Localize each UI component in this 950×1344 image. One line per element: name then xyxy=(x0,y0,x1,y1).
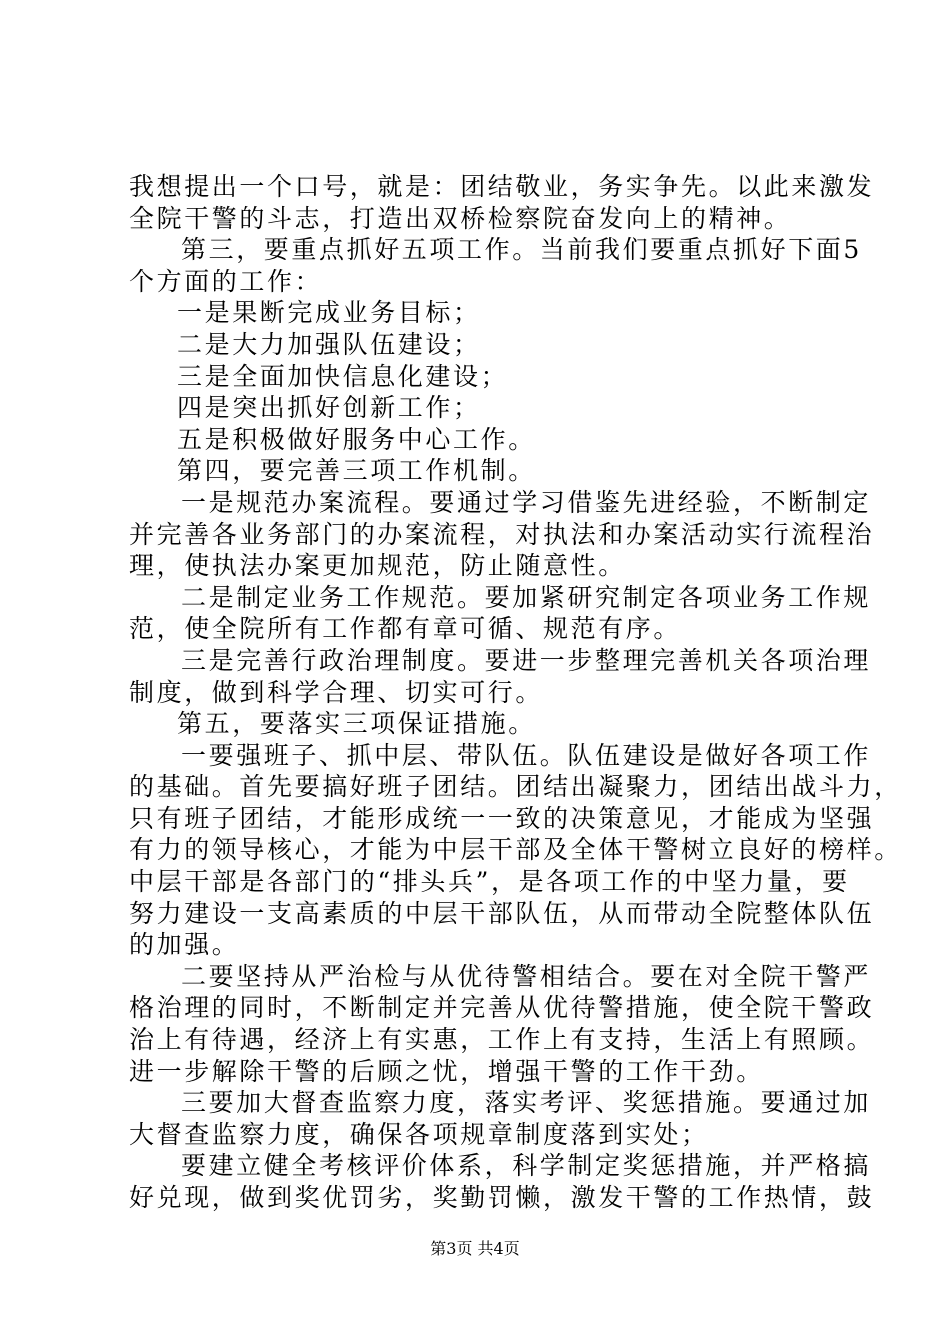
paragraph-line: 第三，要重点抓好五项工作。当前我们要重点抓好下面5 xyxy=(181,235,862,265)
text-line: 我想提出一个口号，就是：团结敬业，务实争先。以此来激发 xyxy=(129,172,875,201)
text-line: 努力建设一支高素质的中层干部队伍，从而带动全院整体队伍 xyxy=(129,898,875,928)
text-line: 只有班子团结，才能形成统一一致的决策意见，才能成为坚强 xyxy=(129,803,875,833)
paragraph-line: 三要加大督查监察力度，落实考评、奖惩措施。要通过加 xyxy=(181,1088,872,1118)
text-line: 中层干部是各部门的“排头兵”，是各项工作的中坚力量，要 xyxy=(129,867,850,897)
list-item: 一是果断完成业务目标； xyxy=(177,298,481,328)
text-line: 进一步解除干警的后顾之忧，增强干警的工作干劲。 xyxy=(129,1056,764,1086)
text-line: 个方面的工作： xyxy=(129,266,323,296)
paragraph-line: 三是完善行政治理制度。要进一步整理完善机关各项治理 xyxy=(181,645,872,675)
text-line: 理，使执法办案更加规范，防止随意性。 xyxy=(129,551,626,581)
document-body xyxy=(129,171,902,1214)
text-line: 格治理的同时，不断制定并完善从优待警措施，使全院干警政 xyxy=(129,993,875,1023)
list-item: 三是全面加快信息化建设； xyxy=(177,361,509,391)
section-heading: 第四，要完善三项工作机制。 xyxy=(177,456,536,486)
paragraph-line: 一要强班子、抓中层、带队伍。队伍建设是做好各项工作 xyxy=(181,740,872,770)
paragraph-line: 一是规范办案流程。要通过学习借鉴先进经验，不断制定 xyxy=(181,487,872,517)
section-heading: 第五，要落实三项保证措施。 xyxy=(177,709,536,739)
text-line: 制度，做到科学合理、切实可行。 xyxy=(129,677,544,707)
page-number-footer: 第3页 共4页 xyxy=(430,1239,520,1258)
list-item: 五是积极做好服务中心工作。 xyxy=(177,424,536,454)
paragraph-line: 二要坚持从严治检与从优待警相结合。要在对全院干警严 xyxy=(181,961,872,991)
text-line: 的加强。 xyxy=(129,930,240,960)
list-item: 二是大力加强队伍建设； xyxy=(177,329,481,359)
paragraph-line: 要建立健全考核评价体系，科学制定奖惩措施，并严格搞 xyxy=(181,1151,872,1181)
text-line: 有力的领导核心，才能为中层干部及全体干警树立良好的榜样。 xyxy=(129,835,902,865)
text-line: 治上有待遇，经济上有实惠，工作上有支持，生活上有照顾。 xyxy=(129,1025,875,1055)
text-line: 全院干警的斗志，打造出双桥检察院奋发向上的精神。 xyxy=(129,203,792,233)
list-item: 四是突出抓好创新工作； xyxy=(177,393,481,423)
text-line: 范，使全院所有工作都有章可循、规范有序。 xyxy=(129,614,682,644)
text-line: 好兑现，做到奖优罚劣，奖勤罚懒，激发干警的工作热情，鼓 xyxy=(129,1183,875,1212)
text-line: 大督查监察力度，确保各项规章制度落到实处； xyxy=(129,1119,709,1149)
text-line: 并完善各业务部门的办案流程，对执法和办案活动实行流程治 xyxy=(129,519,875,549)
paragraph-line: 二是制定业务工作规范。要加紧研究制定各项业务工作规 xyxy=(181,582,872,612)
text-line: 的基础。首先要搞好班子团结。团结出凝聚力，团结出战斗力， xyxy=(129,772,902,802)
